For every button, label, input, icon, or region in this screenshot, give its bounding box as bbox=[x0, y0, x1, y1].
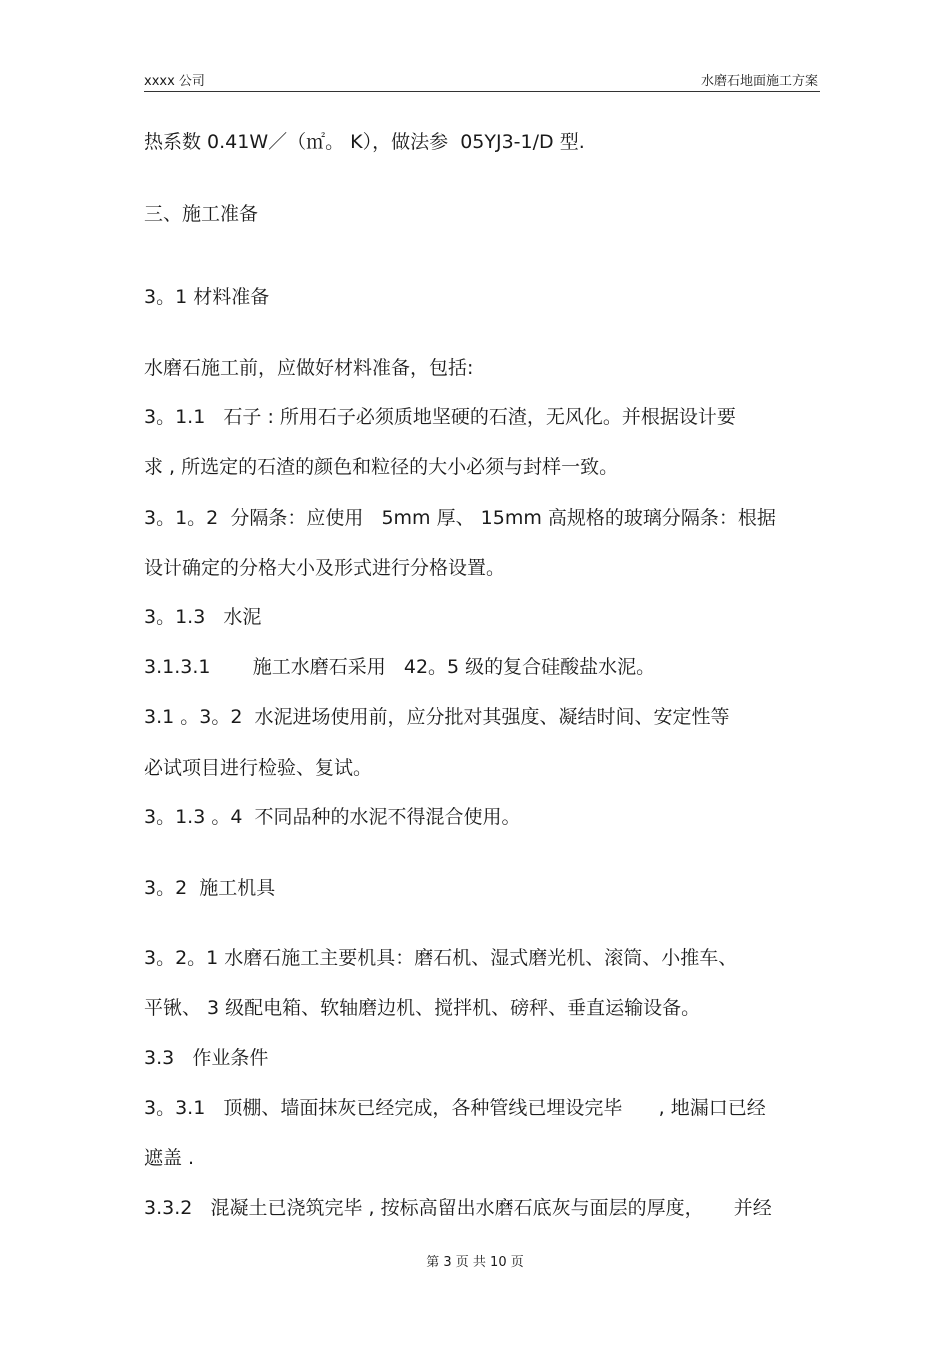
body-line: 3。1.1 石子 : 所用石子必须质地坚硬的石渣，无风化。并根据设计要 bbox=[144, 406, 736, 428]
body-line: 3。2。1 水磨石施工主要机具：磨石机、湿式磨光机、滚筒、小推车、 bbox=[144, 947, 738, 969]
body-line: 热系数 0.41W／（㎡。 K），做法参 05YJ3-1/D 型. bbox=[144, 131, 585, 153]
body-line: 3。1.3 水泥 bbox=[144, 606, 262, 628]
subsection-heading: 3。2 施工机具 bbox=[144, 877, 276, 899]
body-line: 3.1.3.1 施工水磨石采用 42。5 级的复合硅酸盐水泥。 bbox=[144, 656, 656, 678]
page-number: 第 3 页 共 10 页 bbox=[426, 1255, 524, 1270]
body-line: 水磨石施工前，应做好材料准备，包括: bbox=[144, 357, 474, 379]
body-line: 3.3.2 混凝土已浇筑完毕 , 按标高留出水磨石底灰与面层的厚度， 并经 bbox=[144, 1197, 772, 1219]
body-line: 平锹、 3 级配电箱、软轴磨边机、搅拌机、磅秤、垂直运输设备。 bbox=[144, 997, 701, 1019]
body-line: 求 , 所选定的石渣的颜色和粒径的大小必须与封样一致。 bbox=[144, 456, 619, 478]
body-line: 必试项目进行检验、复试。 bbox=[144, 757, 373, 779]
header-divider bbox=[144, 91, 820, 92]
body-line: 3.1 。3。2 水泥进场使用前，应分批对其强度、凝结时间、安定性等 bbox=[144, 706, 730, 728]
section-heading: 三、施工准备 bbox=[144, 203, 259, 225]
page-header-title: 水磨石地面施工方案 bbox=[700, 74, 818, 89]
subsection-heading: 3.3 作业条件 bbox=[144, 1047, 269, 1069]
body-line: 设计确定的分格大小及形式进行分格设置。 bbox=[144, 557, 506, 579]
body-line: 3。1.3 。4 不同品种的水泥不得混合使用。 bbox=[144, 806, 521, 828]
body-line: 遮盖 . bbox=[144, 1147, 195, 1169]
body-line: 3。1。2 分隔条：应使用 5mm 厚、 15mm 高规格的玻璃分隔条：根据 bbox=[144, 507, 776, 529]
subsection-heading: 3。1 材料准备 bbox=[144, 286, 270, 308]
page-header-company: xxxx 公司 bbox=[144, 74, 205, 89]
body-line: 3。3.1 顶棚、墙面抹灰已经完成，各种管线已埋设完毕 , 地漏口已经 bbox=[144, 1097, 766, 1119]
